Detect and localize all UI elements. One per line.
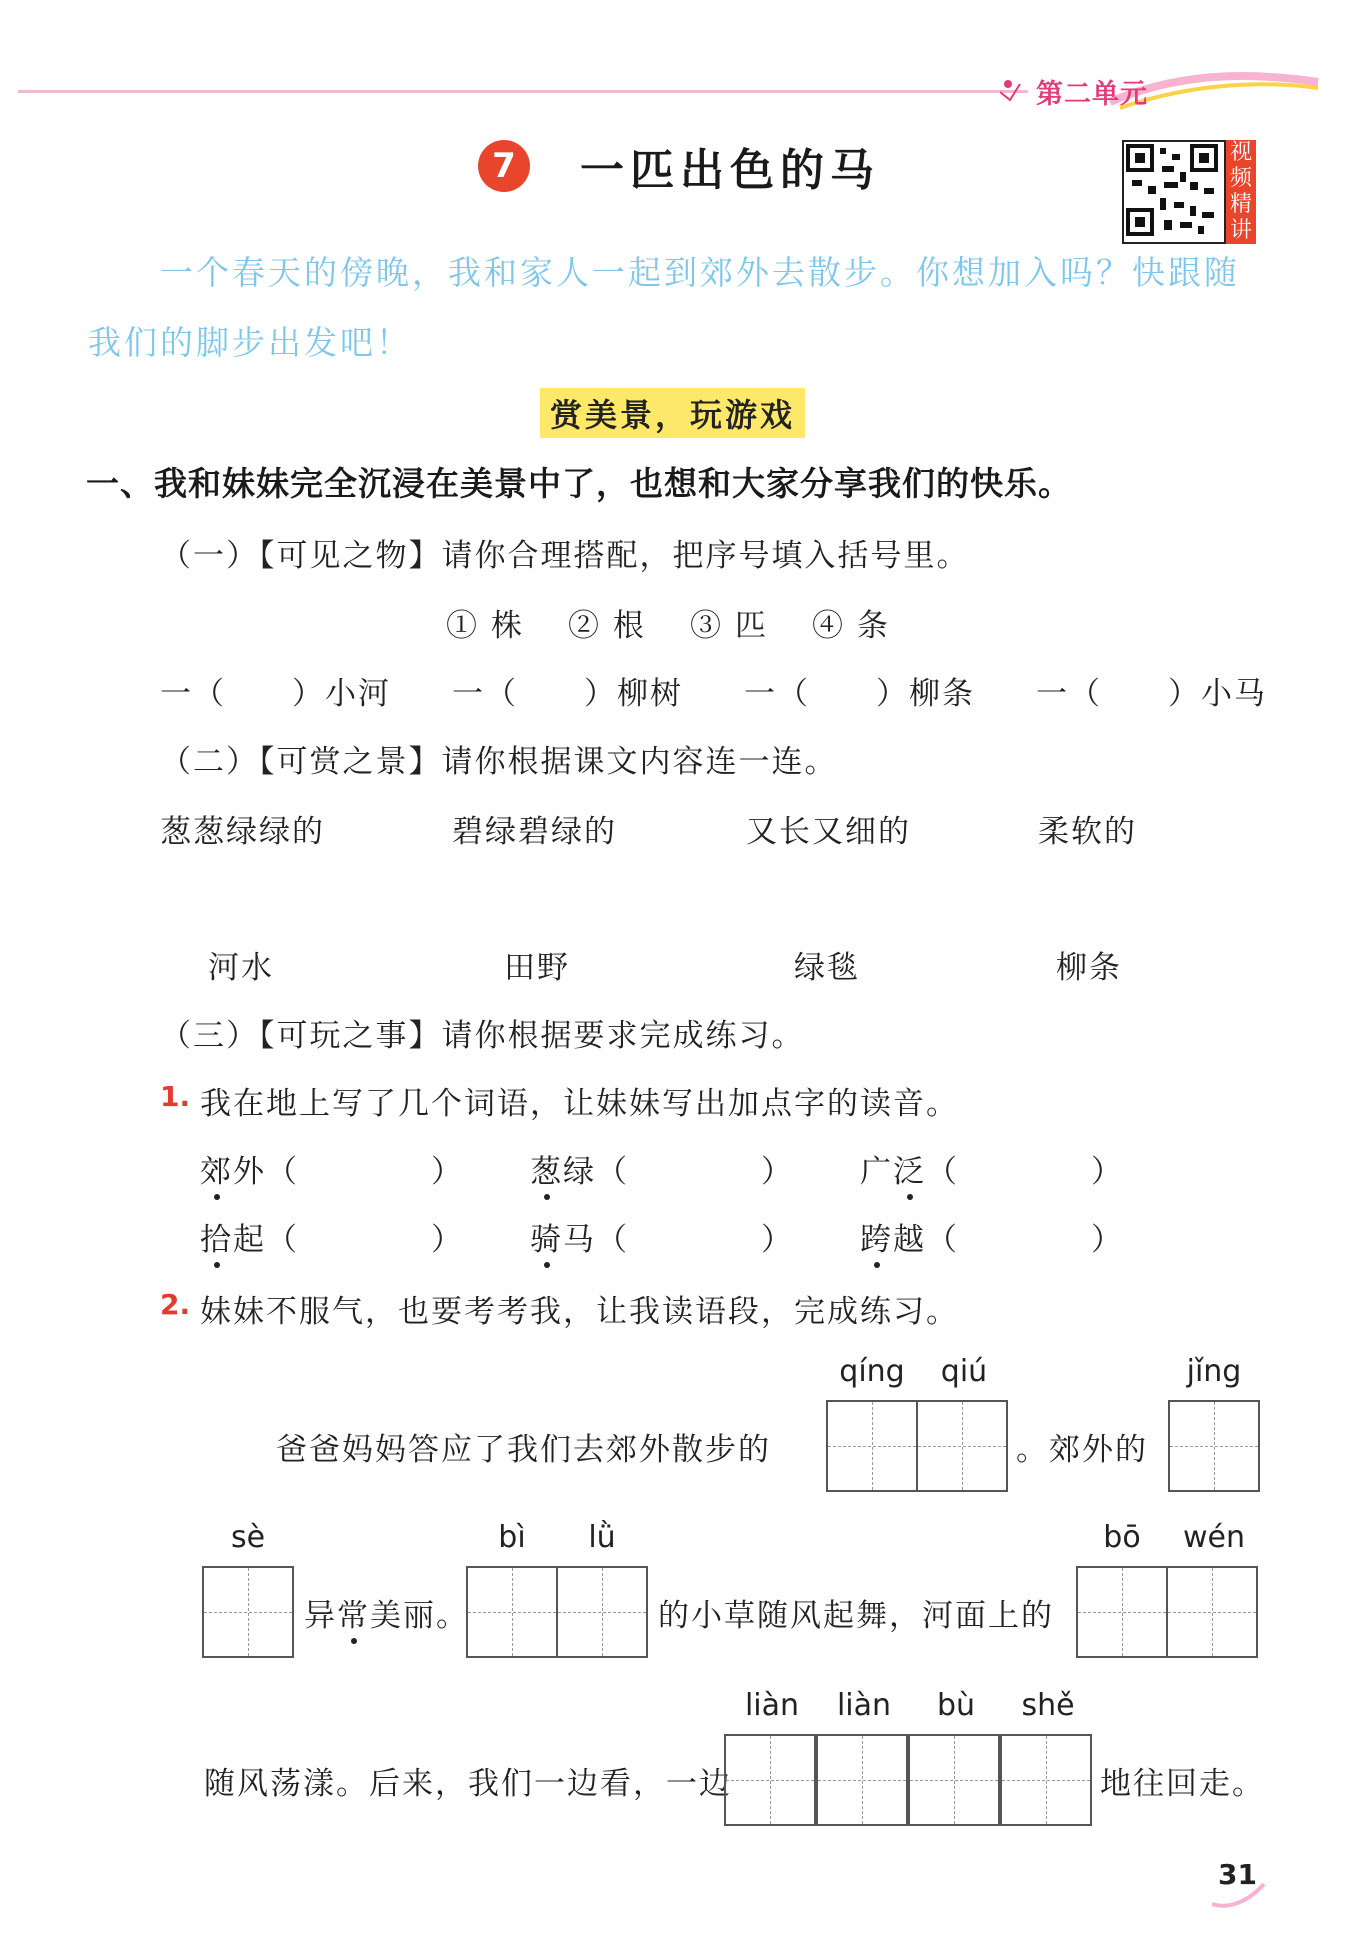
pinyin-label: lǜ bbox=[588, 1520, 616, 1555]
pinyin-label: qíng bbox=[839, 1354, 905, 1389]
writing-box[interactable] bbox=[916, 1400, 1008, 1492]
part1-title: （一）【可见之物】请你合理搭配，把序号填入括号里。 bbox=[160, 538, 970, 574]
word-lush-green: 葱绿（ ） bbox=[530, 1154, 794, 1190]
qr-pattern-icon bbox=[1124, 142, 1220, 238]
match-top-1[interactable]: 葱葱绿绿的 bbox=[160, 814, 325, 850]
word-leap-over: 跨越（ ） bbox=[860, 1222, 1124, 1258]
dotted-char: 跨 bbox=[860, 1222, 893, 1258]
pinyin-label: wén bbox=[1182, 1520, 1245, 1555]
pinyin-label: sè bbox=[230, 1520, 266, 1555]
pinyin-blank[interactable]: （ ） bbox=[596, 1154, 794, 1190]
word-ride-horse: 骑马（ ） bbox=[530, 1222, 794, 1258]
dotted-char: 葱 bbox=[530, 1154, 563, 1190]
part2-title: （二）【可赏之景】请你根据课文内容连一连。 bbox=[160, 744, 838, 780]
match-bottom-2[interactable]: 田野 bbox=[504, 950, 570, 986]
qr-tag-char: 视 bbox=[1229, 140, 1252, 165]
writing-box[interactable] bbox=[724, 1734, 816, 1826]
qr-tag-char: 讲 bbox=[1229, 218, 1252, 243]
intro-line-1: 一个春天的傍晚，我和家人一起到郊外去散步。你想加入吗？快跟随 bbox=[160, 253, 1240, 292]
question-1-title: 一、我和妹妹完全沉浸在美景中了，也想和大家分享我们的快乐。 bbox=[86, 464, 1072, 503]
dotted-char: 郊 bbox=[200, 1154, 233, 1190]
word-pick-up: 拾起（ ） bbox=[200, 1222, 464, 1258]
writing-box[interactable] bbox=[826, 1400, 918, 1492]
match-bottom-3[interactable]: 绿毯 bbox=[794, 950, 860, 986]
writing-box[interactable] bbox=[1000, 1734, 1092, 1826]
pinyin-label: liàn bbox=[836, 1688, 892, 1723]
item-1-number: 1. bbox=[160, 1080, 191, 1113]
item-1-text: 我在地上写了几个词语，让妹妹写出加点字的读音。 bbox=[200, 1086, 959, 1122]
writing-box[interactable] bbox=[908, 1734, 1000, 1826]
qr-tag-char: 频 bbox=[1229, 166, 1252, 191]
match-bottom-4[interactable]: 柳条 bbox=[1056, 950, 1122, 986]
dotted-char: 常 bbox=[337, 1598, 370, 1634]
qr-tag-char: 精 bbox=[1229, 192, 1252, 217]
pinyin-label: jǐng bbox=[1186, 1354, 1242, 1389]
writing-box[interactable] bbox=[1168, 1400, 1260, 1492]
pinyin-label: bù bbox=[936, 1688, 976, 1723]
passage-text-2: 。郊外的 bbox=[1016, 1432, 1148, 1468]
option-1: ① 株 bbox=[446, 608, 524, 644]
match-top-4[interactable]: 柔软的 bbox=[1038, 814, 1137, 850]
match-bottom-1[interactable]: 河水 bbox=[208, 950, 274, 986]
passage-text-5: 随风荡漾。后来，我们一边看，一边 bbox=[204, 1766, 732, 1802]
fill-blank-river[interactable]: 一（ ）小河 bbox=[160, 676, 391, 712]
writing-box[interactable] bbox=[556, 1566, 648, 1658]
writing-box[interactable] bbox=[1076, 1566, 1168, 1658]
pinyin-blank[interactable]: （ ） bbox=[596, 1222, 794, 1258]
writing-box[interactable] bbox=[816, 1734, 908, 1826]
unit-label: 第二单元 bbox=[1036, 79, 1148, 110]
pinyin-label: qiú bbox=[940, 1354, 988, 1389]
writing-box[interactable] bbox=[466, 1566, 558, 1658]
option-3: ③ 匹 bbox=[690, 608, 768, 644]
qr-code[interactable] bbox=[1122, 140, 1226, 244]
item-2-number: 2. bbox=[160, 1288, 191, 1321]
pinyin-label: bō bbox=[1103, 1520, 1141, 1555]
pinyin-label: shě bbox=[1021, 1688, 1075, 1723]
dotted-char: 泛 bbox=[893, 1154, 926, 1190]
pinyin-label: bì bbox=[498, 1520, 526, 1555]
lesson-number-badge: 7 bbox=[478, 140, 530, 192]
fill-blank-willow-branch[interactable]: 一（ ）柳条 bbox=[744, 676, 975, 712]
pinyin-blank[interactable]: （ ） bbox=[926, 1222, 1124, 1258]
word-widespread: 广泛（ ） bbox=[860, 1154, 1124, 1190]
pinyin-blank[interactable]: （ ） bbox=[266, 1154, 464, 1190]
pinyin-blank[interactable]: （ ） bbox=[926, 1154, 1124, 1190]
section-title: 赏美景，玩游戏 bbox=[540, 388, 805, 438]
word-suburb: 郊外（ ） bbox=[200, 1154, 464, 1190]
passage-text-3: 异常美丽。 bbox=[304, 1598, 469, 1634]
fill-blank-pony[interactable]: 一（ ）小马 bbox=[1036, 676, 1267, 712]
option-4: ④ 条 bbox=[812, 608, 890, 644]
dotted-char: 骑 bbox=[530, 1222, 563, 1258]
passage-text-4: 的小草随风起舞，河面上的 bbox=[658, 1598, 1054, 1634]
part3-title: （三）【可玩之事】请你根据要求完成练习。 bbox=[160, 1018, 805, 1054]
page-number-swoosh bbox=[1210, 1880, 1270, 1910]
video-explanation-tag bbox=[1226, 140, 1256, 244]
passage-text-6: 地往回走。 bbox=[1100, 1766, 1265, 1802]
pinyin-blank[interactable]: （ ） bbox=[266, 1222, 464, 1258]
header-divider bbox=[18, 90, 1028, 93]
match-top-2[interactable]: 碧绿碧绿的 bbox=[452, 814, 617, 850]
match-top-3[interactable]: 又长又细的 bbox=[746, 814, 911, 850]
fill-blank-willow-tree[interactable]: 一（ ）柳树 bbox=[452, 676, 683, 712]
passage-text-1: 爸爸妈妈答应了我们去郊外散步的 bbox=[276, 1432, 771, 1468]
intro-line-2: 我们的脚步出发吧！ bbox=[88, 323, 412, 362]
item-2-text: 妹妹不服气，也要考考我，让我读语段，完成练习。 bbox=[200, 1294, 959, 1330]
writing-box[interactable] bbox=[202, 1566, 294, 1658]
page-number: 31 bbox=[1218, 1858, 1257, 1891]
writing-box[interactable] bbox=[1166, 1566, 1258, 1658]
lesson-title: 一匹出色的马 bbox=[580, 145, 880, 196]
pinyin-label: liàn bbox=[744, 1688, 800, 1723]
option-2: ② 根 bbox=[568, 608, 646, 644]
dotted-char: 拾 bbox=[200, 1222, 233, 1258]
